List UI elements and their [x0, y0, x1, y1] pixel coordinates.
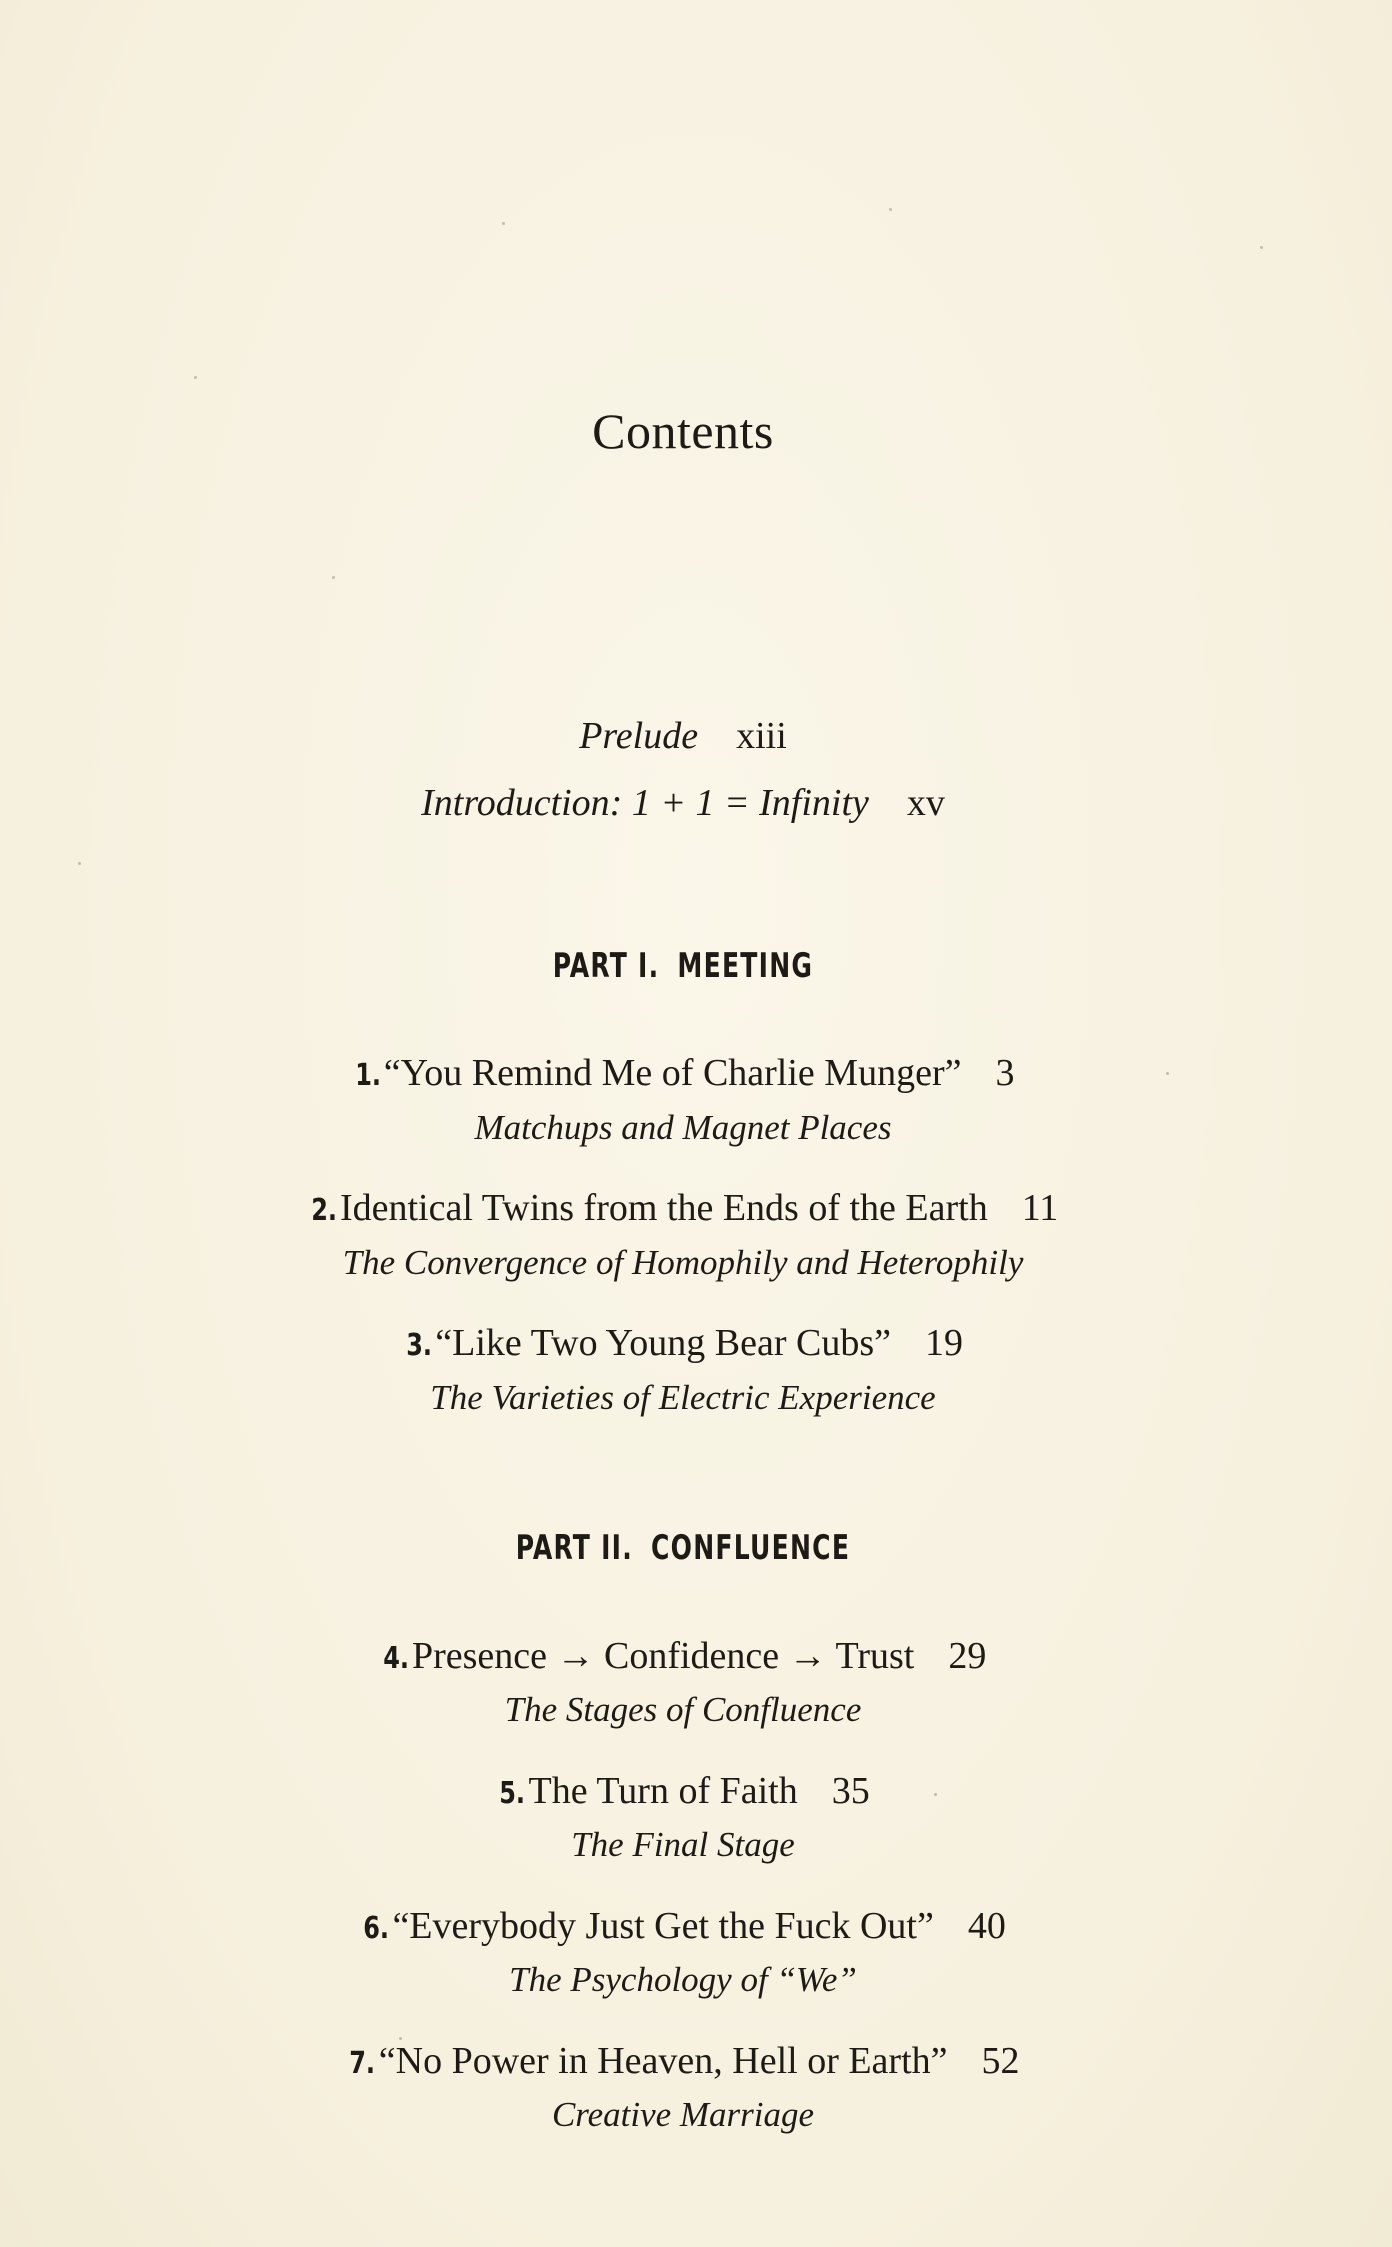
part-heading-1 — [123, 946, 1243, 986]
chapter-title: Identical Twins from the Ends of the Earth — [339, 1187, 988, 1229]
part-heading-2 — [123, 1528, 1243, 1568]
paper-speck — [1260, 246, 1263, 249]
chapter-title: Presence → Confidence → Trust — [411, 1635, 915, 1677]
chapter-page: 11 — [1021, 1187, 1059, 1229]
chapter-page: 19 — [925, 1322, 964, 1364]
entry-label: Prelude — [579, 715, 699, 757]
chapter-number: 2. — [310, 1193, 337, 1228]
entry-page: xiii — [736, 715, 787, 757]
part-name: MEETING — [677, 946, 814, 986]
paper-speck — [332, 576, 335, 579]
chapter-title-7 — [0, 2042, 1366, 2080]
chapter-page: 35 — [831, 1770, 870, 1812]
chapter-title: “You Remind Me of Charlie Munger” — [383, 1052, 962, 1094]
chapter-title: “No Power in Heaven, Hell or Earth” — [378, 2040, 948, 2082]
chapter-page: 29 — [948, 1635, 987, 1677]
part-name: CONFLUENCE — [651, 1528, 851, 1568]
chapter-title-1 — [0, 1054, 1366, 1092]
chapter-number: 7. — [349, 2046, 376, 2081]
paper-speck — [889, 208, 892, 211]
entry-label: Introduction: 1 + 1 = Infinity — [421, 782, 869, 824]
chapter-title: “Like Two Young Bear Cubs” — [435, 1322, 892, 1364]
chapter-page: 52 — [981, 2040, 1020, 2082]
chapter-title-5 — [0, 1772, 1366, 1810]
paper-speck — [194, 376, 197, 379]
chapter-title-6 — [0, 1907, 1366, 1945]
page-title: Contents — [592, 403, 774, 459]
chapter-page: 3 — [995, 1052, 1015, 1094]
chapter-title-2 — [0, 1189, 1366, 1227]
chapter-subtitle-6: The Psychology of “We” — [509, 1960, 857, 1999]
paper-speck — [502, 222, 505, 225]
chapter-subtitle-2: The Convergence of Homophily and Heterophily — [342, 1243, 1024, 1282]
chapter-title-3 — [0, 1324, 1366, 1362]
chapter-subtitle-7: Creative Marriage — [551, 2095, 815, 2134]
chapter-number: 1. — [354, 1058, 381, 1093]
chapter-subtitle-4: The Stages of Confluence — [504, 1690, 862, 1729]
chapter-number: 4. — [382, 1641, 409, 1676]
toc-entry-introduction — [0, 784, 1366, 822]
part-prefix: PART I. — [552, 946, 660, 986]
paper-speck — [78, 862, 81, 865]
chapter-title: The Turn of Faith — [528, 1770, 798, 1812]
part-prefix: PART II. — [515, 1528, 633, 1568]
toc-entry-prelude — [0, 717, 1366, 755]
chapter-page: 40 — [967, 1905, 1006, 1947]
chapter-number: 6. — [363, 1911, 390, 1946]
chapter-subtitle-5: The Final Stage — [571, 1825, 795, 1864]
chapter-number: 3. — [406, 1328, 433, 1363]
chapter-subtitle-1: Matchups and Magnet Places — [474, 1108, 892, 1147]
chapter-subtitle-3: The Varieties of Electric Experience — [430, 1378, 936, 1417]
chapter-number: 5. — [499, 1776, 526, 1811]
chapter-title: “Everybody Just Get the Fuck Out” — [392, 1905, 934, 1947]
chapter-title-4 — [0, 1637, 1366, 1675]
entry-page: xv — [906, 782, 945, 824]
